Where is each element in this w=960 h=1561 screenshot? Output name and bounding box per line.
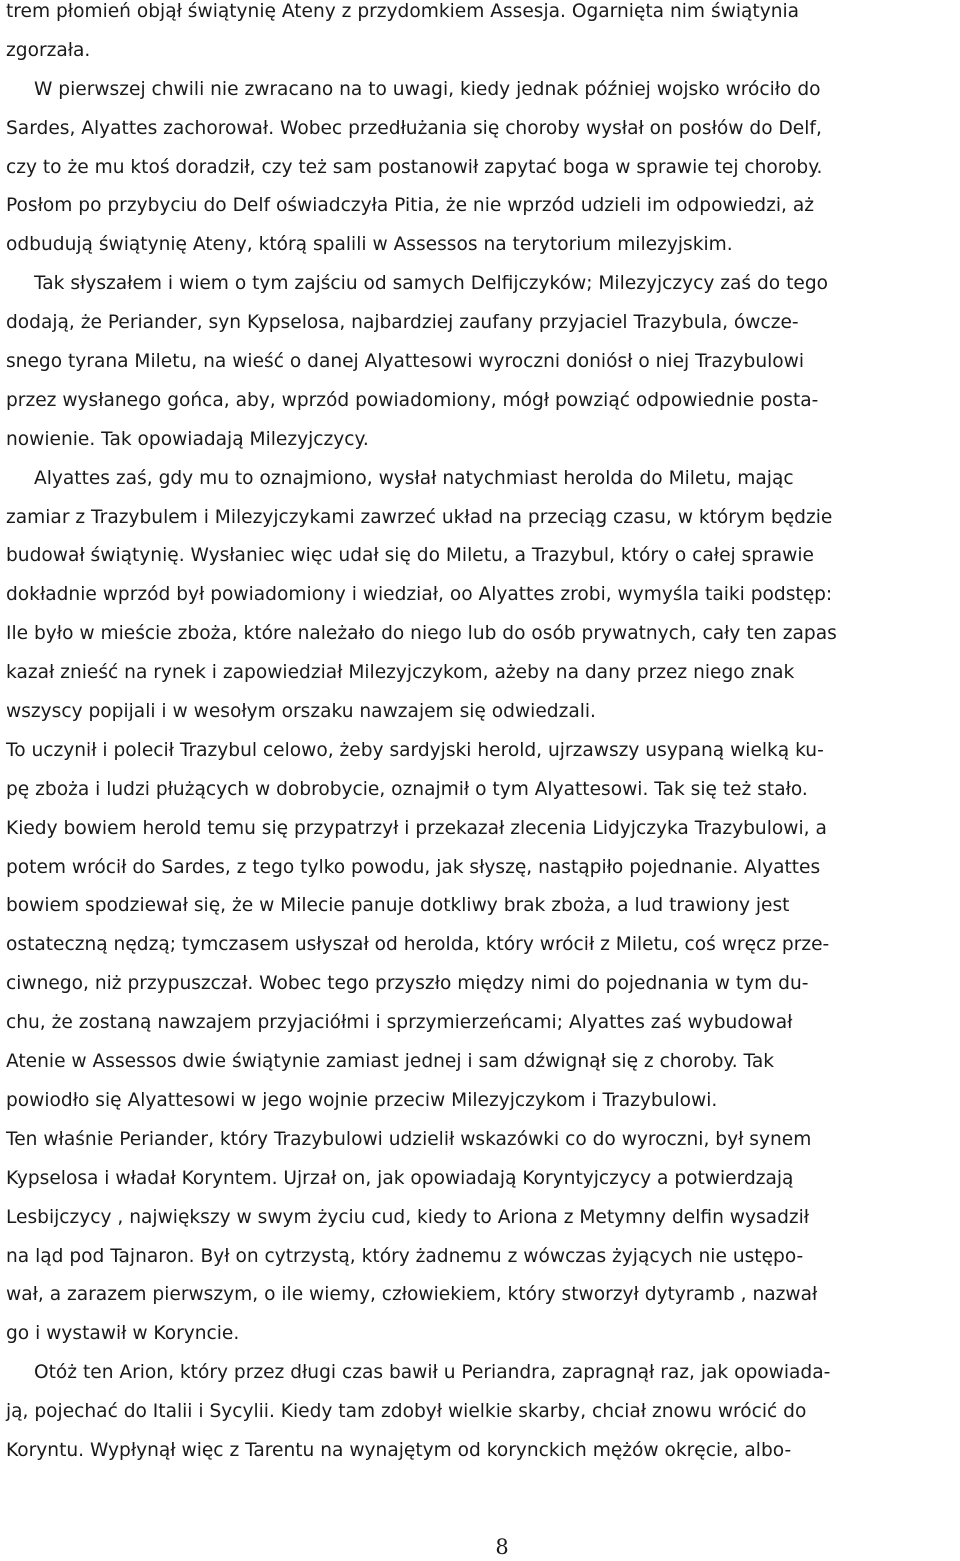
text-line: dodają, że Periander, syn Kypselosa, najbardziej zaufany przyjaciel Trazybula, ówcze- xyxy=(6,312,799,334)
text-line: Kiedy bowiem herold temu się przypatrzył i przekazał zlecenia Lidyjczyka Trazybulowi, a xyxy=(6,817,827,839)
text-line: dokładnie wprzód był powiadomiony i wiedział, oo Alyattes zrobi, wymyśla taiki podstęp: xyxy=(6,584,833,606)
text-line: Alyattes zaś, gdy mu to oznajmiono, wysłał natychmiast herolda do Miletu, mając xyxy=(34,467,794,489)
document-page xyxy=(6,0,956,1478)
text-line: Tak słyszałem i wiem o tym zajściu od samych Delfijczyków; Milezyjczycy zaś do tego xyxy=(34,273,828,295)
text-line: potem wrócił do Sardes, z tego tylko powodu, jak słyszę, nastąpiło pojednanie. Alyattes xyxy=(6,856,821,878)
text-line: czy to że mu ktoś doradził, czy też sam postanowił zapytać boga w sprawie tej choroby. xyxy=(6,156,823,178)
text-line: Atenie w Assessos dwie świątynie zamiast jednej i sam dźwignął się z choroby. Tak xyxy=(6,1051,774,1073)
text-line: wał, a zarazem pierwszym, o ile wiemy, człowiekiem, który stworzył dytyramb , nazwał xyxy=(6,1284,818,1306)
text-line: Ten właśnie Periander, który Trazybulowi udzielił wskazówki co do wyroczni, był synem xyxy=(6,1128,812,1150)
text-line: zamiar z Trazybulem i Milezyjczykami zawrzeć układ na przeciąg czasu, w którym będzie xyxy=(6,506,833,528)
text-line: Lesbijczycy , największy w swym życiu cud, kiedy to Ariona z Metymny delfin wysadził xyxy=(6,1206,810,1228)
text-line: budował świątynię. Wysłaniec więc udał się do Miletu, a Trazybul, który o całej sprawie xyxy=(6,545,814,567)
text-line: trem płomień objął świątynię Ateny z przydomkiem Assesja. Ogarnięta nim świątynia xyxy=(6,1,800,22)
text-line: Posłom po przybyciu do Delf oświadczyła Pitia, że nie wprzód udzieli im odpowiedzi, aż xyxy=(6,195,814,217)
text-line: To uczynił i polecił Trazybul celowo, żeby sardyjski herold, ujrzawszy usypaną wielką ku- xyxy=(6,739,824,761)
text-line: Sardes, Alyattes zachorował. Wobec przedłużania się choroby wysłał on posłów do Delf, xyxy=(6,117,822,139)
text-line: go i wystawił w Koryncie. xyxy=(6,1323,240,1345)
text-line: na ląd pod Tajnaron. Był on cytrzystą, który żadnemu z wówczas żyjących nie ustępo- xyxy=(6,1245,804,1267)
text-line: nowienie. Tak opowiadają Milezyjczycy. xyxy=(6,428,369,450)
text-line: powiodło się Alyattesowi w jego wojnie przeciw Milezyjczykom i Trazybulowi. xyxy=(6,1089,718,1111)
text-line: odbudują świątynię Ateny, którą spalili w Assessos na terytorium milezyjskim. xyxy=(6,234,733,256)
page-number: 8 xyxy=(495,1535,509,1559)
text-line: chu, że zostaną nawzajem przyjaciółmi i sprzymierzeńcami; Alyattes zaś wybudował xyxy=(6,1012,793,1034)
text-line: Ile było w mieście zboża, które należało do niego lub do osób prywatnych, cały ten zapas xyxy=(6,623,837,645)
text-line: ciwnego, niż przypuszczał. Wobec tego przyszło między nimi do pojednania w tym du- xyxy=(6,973,809,995)
text-line: Koryntu. Wypłynął więc z Tarentu na wynajętym od korynckich mężów okręcie, albo- xyxy=(6,1439,792,1461)
text-line: snego tyrana Miletu, na wieść o danej Alyattesowi wyroczni doniósł o niej Trazybulowi xyxy=(6,351,805,373)
text-line: wszyscy popijali i w wesołym orszaku nawzajem się odwiedzali. xyxy=(6,701,596,723)
text-line: pę zboża i ludzi płużących w dobrobycie, oznajmił o tym Alyattesowi. Tak się też stało. xyxy=(6,778,808,800)
text-line: W pierwszej chwili nie zwracano na to uwagi, kiedy jednak później wojsko wróciło do xyxy=(34,78,821,100)
text-line: zgorzała. xyxy=(6,39,91,61)
text-line: przez wysłanego gońca, aby, wprzód powiadomiony, mógł powziąć odpowiednie posta- xyxy=(6,389,819,411)
text-line: ostateczną nędzą; tymczasem usłyszał od herolda, który wrócił z Miletu, coś wręcz prze- xyxy=(6,934,830,956)
text-line: kazał znieść na rynek i zapowiedział Milezyjczykom, ażeby na dany przez niego znak xyxy=(6,662,795,684)
text-line: Kypselosa i władał Koryntem. Ujrzał on, jak opowiadają Koryntyjczycy a potwierdzają xyxy=(6,1167,794,1189)
text-line: bowiem spodziewał się, że w Milecie panuje dotkliwy brak zboża, a lud trawiony jest xyxy=(6,895,790,917)
text-line: ją, pojechać do Italii i Sycylii. Kiedy tam zdobył wielkie skarby, chciał znowu wrócić do xyxy=(6,1401,807,1423)
text-line: Otóż ten Arion, który przez długi czas bawił u Periandra, zapragnął raz, jak opowiada- xyxy=(34,1362,831,1384)
